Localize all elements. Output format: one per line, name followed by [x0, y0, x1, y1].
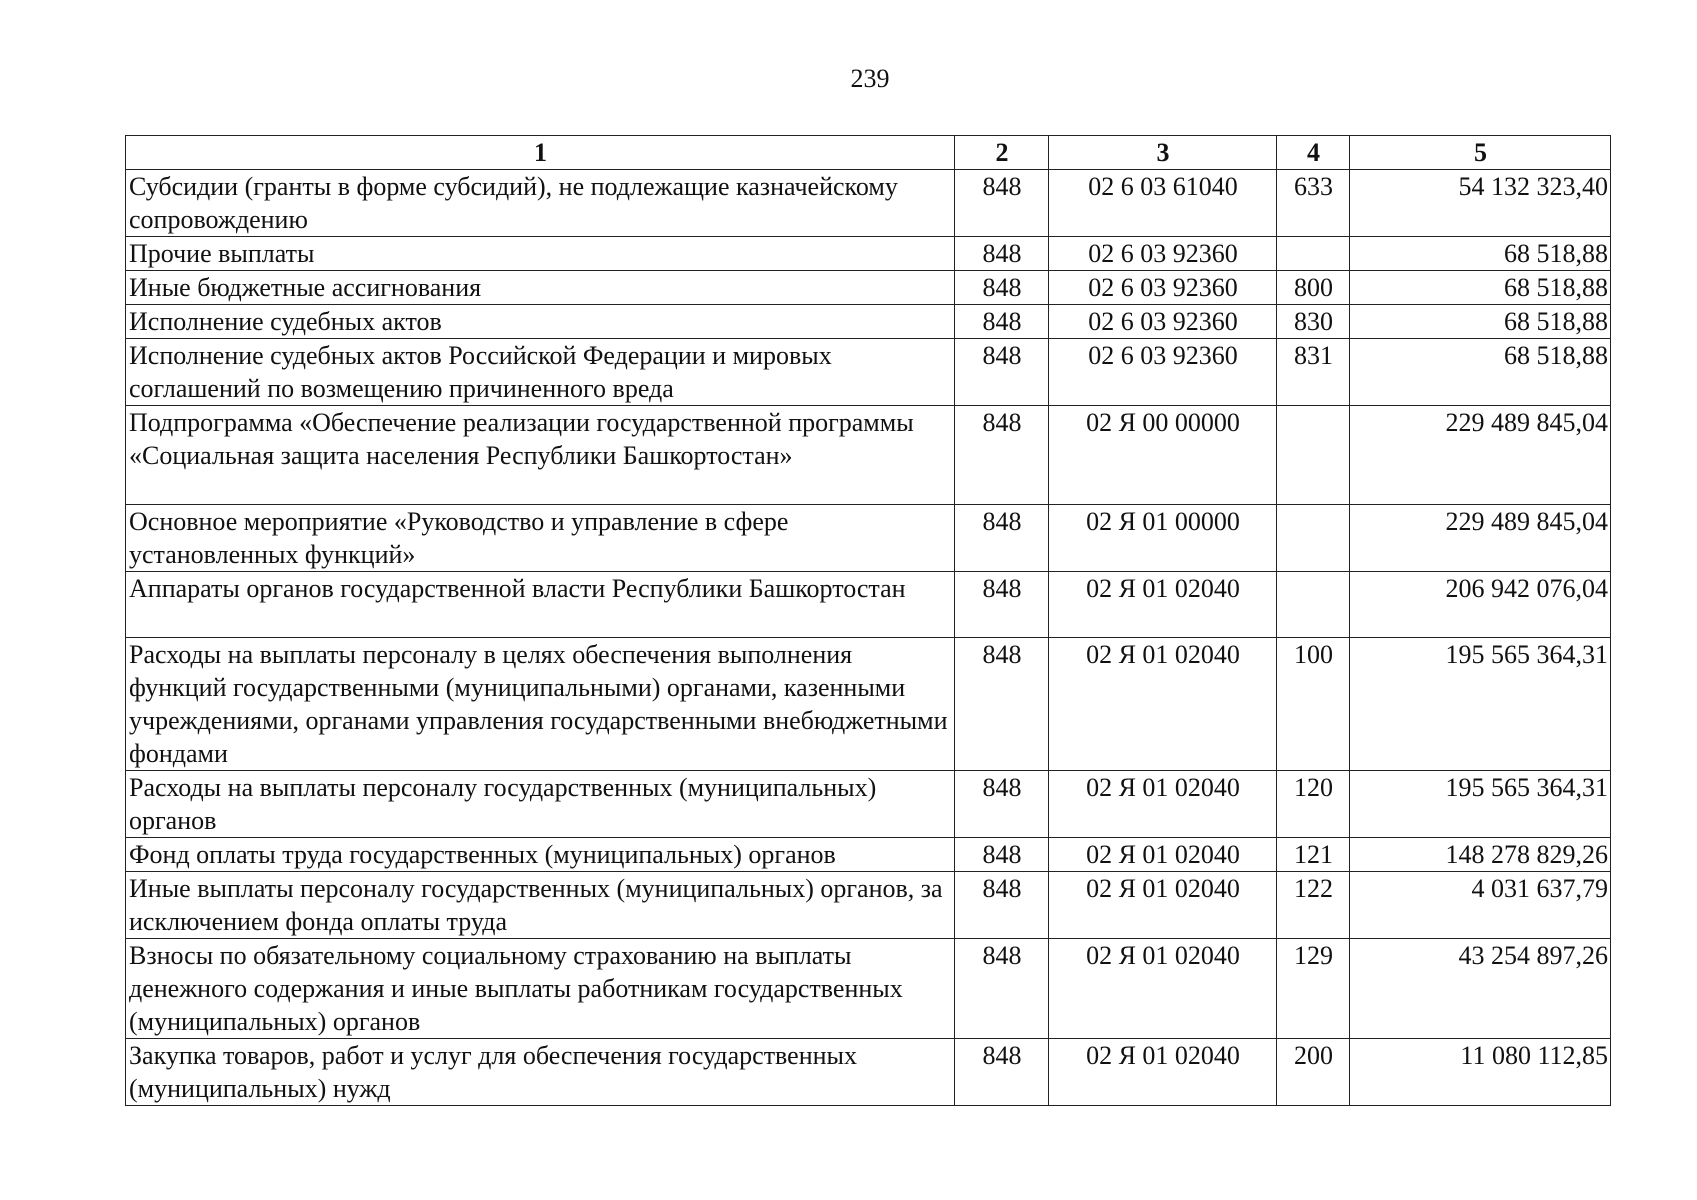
row-name: Закупка товаров, работ и услуг для обеспечения государственных (муниципальных) нужд	[126, 1039, 955, 1106]
row-target-code: 02 6 03 92360	[1049, 339, 1277, 406]
row-target-code: 02 Я 01 02040	[1049, 638, 1277, 771]
table-row	[126, 271, 1611, 305]
row-expense-type	[1277, 237, 1350, 271]
row-admin-code: 848	[955, 170, 1049, 237]
header-col-5: 5	[1350, 136, 1611, 170]
row-target-code: 02 Я 01 02040	[1049, 872, 1277, 939]
row-sum: 229 489 845,04	[1350, 406, 1611, 505]
page-number: 239	[850, 64, 890, 93]
row-target-code: 02 6 03 92360	[1049, 271, 1277, 305]
row-expense-type	[1277, 572, 1350, 638]
row-admin-code: 848	[955, 638, 1049, 771]
row-name: Субсидии (гранты в форме субсидий), не подлежащие казначейскому сопровождению	[126, 170, 955, 237]
row-sum: 68 518,88	[1350, 271, 1611, 305]
row-name: Основное мероприятие «Руководство и управление в сфере установленных функций»	[126, 505, 955, 572]
row-expense-type: 120	[1277, 771, 1350, 838]
row-admin-code: 848	[955, 771, 1049, 838]
row-name: Взносы по обязательному социальному страхованию на выплаты денежного содержания и иные выплаты работникам государственных (муниципальных) органов	[126, 939, 955, 1039]
row-expense-type: 122	[1277, 872, 1350, 939]
header-col-1: 1	[126, 136, 955, 170]
row-sum: 68 518,88	[1350, 305, 1611, 339]
header-col-2: 2	[955, 136, 1049, 170]
row-target-code: 02 Я 01 02040	[1049, 572, 1277, 638]
row-expense-type: 121	[1277, 838, 1350, 872]
row-name: Расходы на выплаты персоналу в целях обеспечения выполнения функций государственными (муниципальными) органами, казенными учреждениями, органами управления государственными внебюджетными фондами	[126, 638, 955, 771]
row-target-code: 02 Я 01 02040	[1049, 771, 1277, 838]
table-row	[126, 872, 1611, 939]
budget-table	[125, 135, 1611, 1106]
row-expense-type: 830	[1277, 305, 1350, 339]
row-admin-code: 848	[955, 838, 1049, 872]
table-row	[126, 339, 1611, 406]
table-header	[126, 136, 1611, 170]
row-admin-code: 848	[955, 572, 1049, 638]
row-name: Иные выплаты персоналу государственных (муниципальных) органов, за исключением фонда оплаты труда	[126, 872, 955, 939]
row-expense-type: 200	[1277, 1039, 1350, 1106]
row-admin-code: 848	[955, 237, 1049, 271]
row-admin-code: 848	[955, 305, 1049, 339]
table-row	[126, 1039, 1611, 1106]
table-row	[126, 572, 1611, 638]
row-name: Фонд оплаты труда государственных (муниципальных) органов	[126, 838, 955, 872]
row-target-code: 02 Я 01 02040	[1049, 939, 1277, 1039]
row-expense-type: 633	[1277, 170, 1350, 237]
table-row	[126, 406, 1611, 505]
row-name: Расходы на выплаты персоналу государственных (муниципальных) органов	[126, 771, 955, 838]
row-admin-code: 848	[955, 406, 1049, 505]
row-sum: 4 031 637,79	[1350, 872, 1611, 939]
row-name: Прочие выплаты	[126, 237, 955, 271]
table-row	[126, 237, 1611, 271]
row-sum: 11 080 112,85	[1350, 1039, 1611, 1106]
row-target-code: 02 Я 01 02040	[1049, 838, 1277, 872]
row-expense-type: 831	[1277, 339, 1350, 406]
row-admin-code: 848	[955, 271, 1049, 305]
row-target-code: 02 6 03 61040	[1049, 170, 1277, 237]
table-row	[126, 305, 1611, 339]
row-sum: 206 942 076,04	[1350, 572, 1611, 638]
table-row	[126, 638, 1611, 771]
row-target-code: 02 Я 01 00000	[1049, 505, 1277, 572]
row-name: Подпрограмма «Обеспечение реализации государственной программы «Социальная защита населения Республики Башкортостан»	[126, 406, 955, 505]
row-name: Исполнение судебных актов	[126, 305, 955, 339]
row-sum: 43 254 897,26	[1350, 939, 1611, 1039]
header-col-4: 4	[1277, 136, 1350, 170]
table-row	[126, 170, 1611, 237]
row-target-code: 02 6 03 92360	[1049, 237, 1277, 271]
row-target-code: 02 Я 00 00000	[1049, 406, 1277, 505]
row-expense-type	[1277, 406, 1350, 505]
table-row	[126, 505, 1611, 572]
row-name: Исполнение судебных актов Российской Федерации и мировых соглашений по возмещению причиненного вреда	[126, 339, 955, 406]
table-row	[126, 771, 1611, 838]
header-row	[126, 136, 1611, 170]
row-target-code: 02 Я 01 02040	[1049, 1039, 1277, 1106]
row-sum: 54 132 323,40	[1350, 170, 1611, 237]
table-body	[126, 170, 1611, 1106]
row-name: Аппараты органов государственной власти Республики Башкортостан	[126, 572, 955, 638]
row-sum: 148 278 829,26	[1350, 838, 1611, 872]
row-expense-type	[1277, 505, 1350, 572]
row-target-code: 02 6 03 92360	[1049, 305, 1277, 339]
row-admin-code: 848	[955, 505, 1049, 572]
row-sum: 68 518,88	[1350, 339, 1611, 406]
row-admin-code: 848	[955, 939, 1049, 1039]
row-expense-type: 800	[1277, 271, 1350, 305]
row-sum: 68 518,88	[1350, 237, 1611, 271]
row-admin-code: 848	[955, 872, 1049, 939]
row-expense-type: 129	[1277, 939, 1350, 1039]
table-row	[126, 838, 1611, 872]
row-sum: 195 565 364,31	[1350, 638, 1611, 771]
row-sum: 229 489 845,04	[1350, 505, 1611, 572]
header-col-3: 3	[1049, 136, 1277, 170]
row-expense-type: 100	[1277, 638, 1350, 771]
row-sum: 195 565 364,31	[1350, 771, 1611, 838]
row-admin-code: 848	[955, 1039, 1049, 1106]
row-admin-code: 848	[955, 339, 1049, 406]
table-row	[126, 939, 1611, 1039]
row-name: Иные бюджетные ассигнования	[126, 271, 955, 305]
